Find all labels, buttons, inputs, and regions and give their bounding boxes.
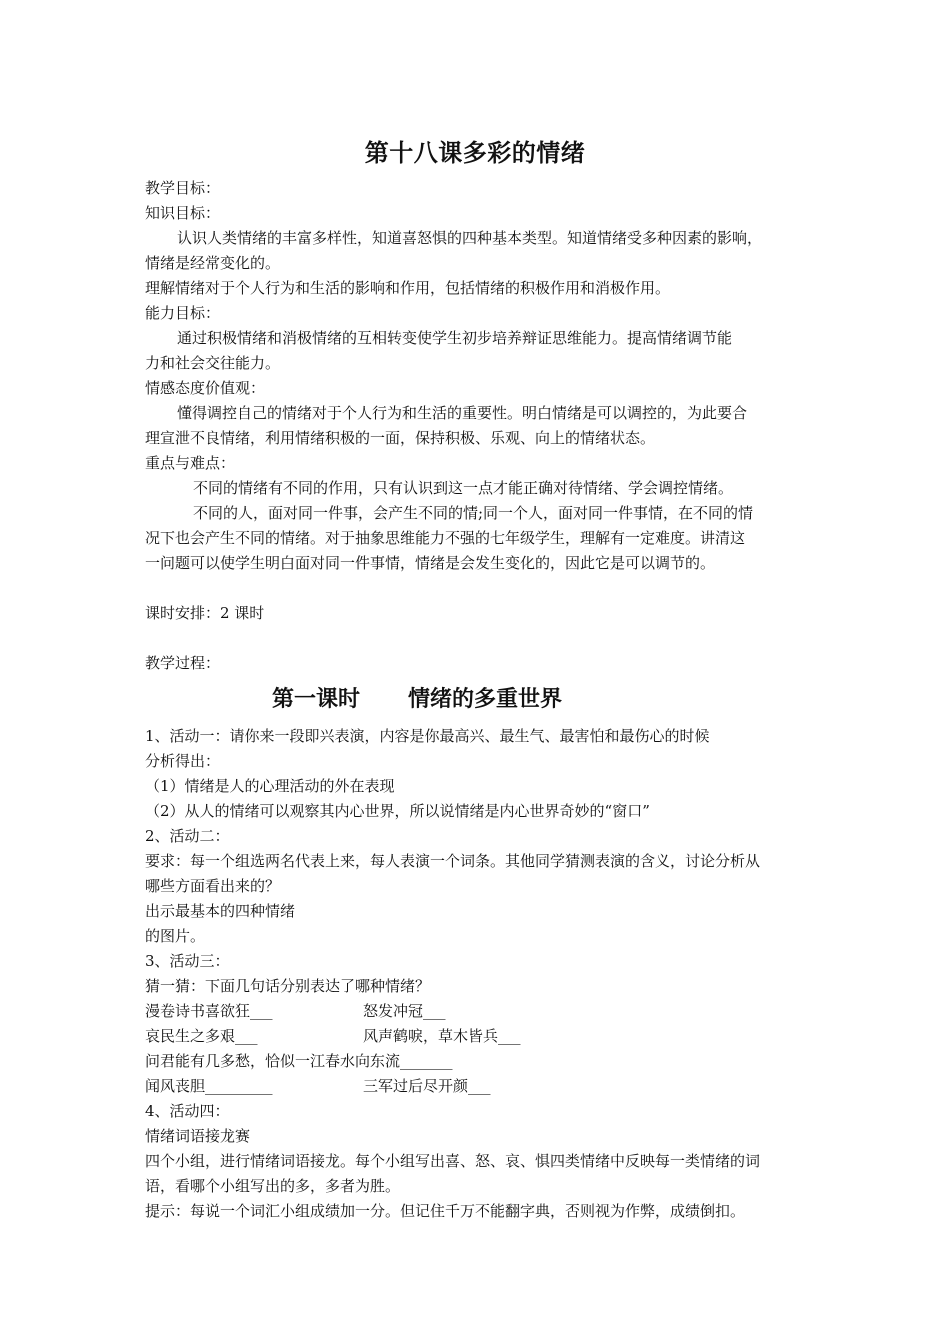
poem-line-left: 哀民生之多艰___: [145, 1027, 258, 1045]
ability-line: 力和社会交往能力。: [145, 354, 281, 372]
knowledge-line: 情绪是经常变化的。: [145, 254, 281, 272]
activity4-line: 情绪词语接龙赛: [145, 1127, 251, 1145]
attitude-heading: 情感态度价值观：: [145, 379, 266, 397]
activity1-point: （2）从人的情绪可以观察其内心世界，所以说情绪是内心世界奇妙的“窗口”: [145, 802, 650, 820]
activity2-line: 哪些方面看出来的？: [145, 877, 281, 895]
document-title: 第十八课多彩的情绪: [364, 139, 586, 167]
activity3-prompt: 猜一猜：下面几句话分别表达了哪种情绪？: [145, 977, 431, 995]
attitude-line: 理宣泄不良情绪，利用情绪积极的一面，保持积极、乐观、向上的情绪状态。: [145, 429, 656, 447]
attitude-line: 懂得调控自己的情绪对于个人行为和生活的重要性。明白情绪是可以调控的，为此要合: [177, 404, 748, 422]
activity4-line: 提示：每说一个词汇小组成绩加一分。但记住千万不能翻字典，否则视为作弊，成绩倒扣。: [145, 1202, 746, 1220]
knowledge-line: 理解情绪对于个人行为和生活的影响和作用，包括情绪的积极作用和消极作用。: [145, 279, 671, 297]
lesson-title-left: 第一课时: [272, 687, 361, 712]
poem-line-left: 闻风丧胆_________: [145, 1077, 273, 1095]
process-heading: 教学过程：: [145, 654, 221, 672]
activity4-line: 四个小组，进行情绪词语接龙。每个小组写出喜、怒、哀、惧四类情绪中反映每一类情绪的词: [145, 1152, 761, 1170]
knowledge-heading: 知识目标：: [145, 204, 221, 222]
key-points-line: 不同的人，面对同一件事，会产生不同的情;同一个人，面对同一件事情，在不同的情: [193, 504, 754, 522]
poem-line-right: 风声鹤唳，草木皆兵___: [363, 1027, 521, 1045]
activity1-heading: 1、活动一：请你来一段即兴表演，内容是你最高兴、最生气、最害怕和最伤心的时候: [145, 727, 710, 745]
activity1-point: （1）情绪是人的心理活动的外在表现: [145, 777, 395, 795]
activity2-heading: 2、活动二：: [145, 827, 230, 845]
poem-line-left: 问君能有几多愁，恰似一江春水向东流_______: [145, 1052, 453, 1070]
key-points-line: 不同的情绪有不同的作用，只有认识到这一点才能正确对待情绪、学会调控情绪。: [193, 479, 734, 497]
ability-line: 通过积极情绪和消极情绪的互相转变使学生初步培养辩证思维能力。提高情绪调节能: [177, 329, 733, 347]
lesson-title: [272, 682, 562, 713]
activity2-line: 的图片。: [145, 927, 206, 945]
poem-line-right: 怒发冲冠___: [363, 1002, 446, 1020]
activity1-analysis: 分析得出：: [145, 752, 221, 770]
activity4-line: 语，看哪个小组写出的多，多者为胜。: [145, 1177, 401, 1195]
objectives-heading: 教学目标：: [145, 179, 221, 197]
key-points-line: 一问题可以使学生明白面对同一件事情，情绪是会发生变化的，因此它是可以调节的。: [145, 554, 716, 572]
activity2-line: 出示最基本的四种情绪: [145, 902, 296, 920]
lesson-title-right: 情绪的多重世界: [408, 687, 563, 712]
poem-line-right: 三军过后尽开颜___: [363, 1077, 491, 1095]
key-points-line: 况下也会产生不同的情绪。对于抽象思维能力不强的七年级学生，理解有一定难度。讲清这: [145, 529, 746, 547]
key-points-heading: 重点与难点：: [145, 454, 236, 472]
poem-line-left: 漫卷诗书喜欲狂___: [145, 1002, 273, 1020]
activity3-heading: 3、活动三：: [145, 952, 230, 970]
schedule-text: 课时安排：2 课时: [145, 604, 265, 622]
activity4-heading: 4、活动四：: [145, 1102, 230, 1120]
ability-heading: 能力目标：: [145, 304, 221, 322]
knowledge-line: 认识人类情绪的丰富多样性，知道喜怒惧的四种基本类型。知道情绪受多种因素的影响，: [177, 229, 763, 247]
activity2-line: 要求：每一个组选两名代表上来，每人表演一个词条。其他同学猜测表演的含义，讨论分析从: [145, 852, 761, 870]
